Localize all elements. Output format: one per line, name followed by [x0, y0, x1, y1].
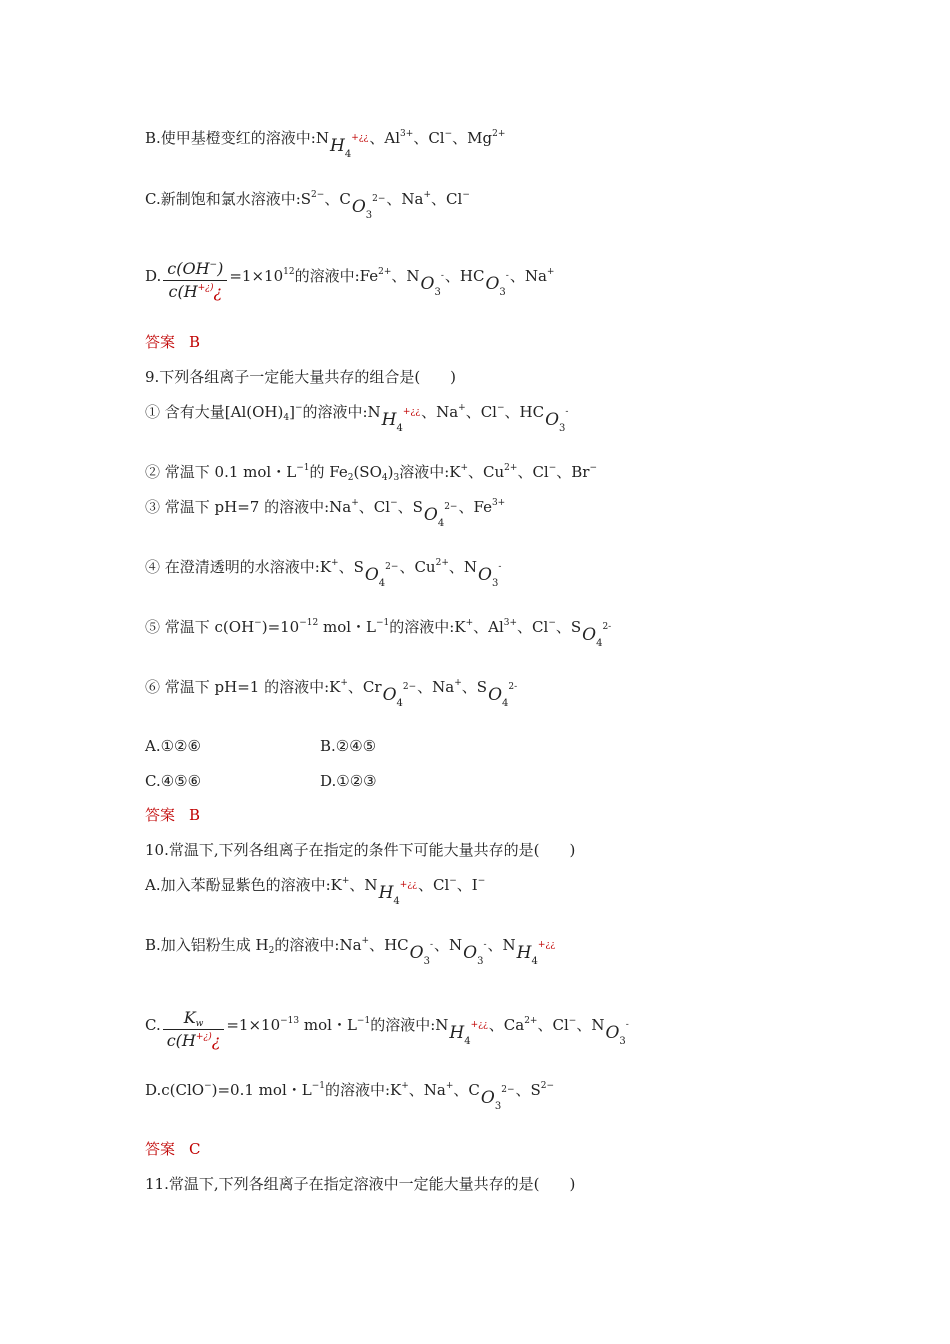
- q9-answer: 答案 B: [145, 806, 201, 824]
- ion-formula: $O_3^-$: [605, 1020, 629, 1047]
- q9-item-5: ⑤ 常温下 $c(OH^-)=10^{-12}$ mol・$L^{-1}$的溶液中:K+、$Al^{3+}$、Cl−、$SO_4^{2-}$: [145, 618, 612, 649]
- q8-answer: 答案 B: [145, 333, 201, 351]
- q9-item-4: ④ 在澄清透明的水溶液中:K+、$SO_4^{2-}$、$Cu^{2+}$、$NO_3^-$: [145, 558, 502, 589]
- fraction: $\frac{c(OH^-)}{c(H^{+¿)}¿}$: [163, 258, 227, 303]
- ion-formula: $O_3^{2-}$: [351, 194, 386, 221]
- ion-formula: $H_4^{+¿¿}$: [329, 133, 369, 160]
- q9-item-1: ① 含有大量$[Al(OH)_4]^-$的溶液中$:NH_4^{+¿¿}$、Na+、Cl−、$HCO_3^-$: [145, 403, 569, 434]
- q10-option-a: A.加入苯酚显紫色的溶液中:K+、$NH_4^{+¿¿}$、Cl−、I−: [145, 876, 486, 907]
- q9-option-b: B.②④⑤: [320, 737, 377, 755]
- q9-option-c: C.④⑤⑥: [145, 772, 202, 790]
- ion-formula: $O_3^-$: [478, 562, 502, 589]
- ion-formula: $H_4^{+¿¿}$: [378, 880, 417, 907]
- ion-formula: $O_3^-$: [409, 940, 433, 967]
- ion-formula: $O_3^-$: [545, 407, 569, 434]
- q8-option-d: D. $\frac{c(OH^-)}{c(H^{+¿)}¿}$ $=1\times 10^{12}$的溶液中$:Fe^{2+}$、$NO_3^-$、$HCO_3^-$、Na+: [145, 259, 555, 301]
- q10-stem: 10.常温下,下列各组离子在指定的条件下可能大量共存的是( ): [145, 841, 576, 859]
- q11-stem: 11.常温下,下列各组离子在指定溶液中一定能大量共存的是( ): [145, 1175, 576, 1193]
- ion-formula: $O_3^-$: [420, 271, 444, 298]
- q8-b-text: B.使甲基橙变红的溶液中:N: [145, 129, 329, 147]
- ion-formula: $O_4^{2-}$: [382, 682, 417, 709]
- ion-formula: $O_3^{2-}$: [480, 1085, 515, 1112]
- q9-stem: 9.下列各组离子一定能大量共存的组合是( ): [145, 368, 457, 386]
- ion-formula: $O_4^{2-}$: [488, 682, 518, 709]
- ion-formula: $H_4^{+¿¿}$: [449, 1020, 488, 1047]
- q9-option-a: A.①②⑥: [145, 737, 201, 755]
- ion-formula: $H_4^{+¿¿}$: [381, 407, 421, 434]
- q9-item-2: ② 常温下 0.1 mol・$L^{-1}$的 $Fe_2(SO_4)_3$溶液中:K+、$Cu^{2+}$、Cl−、Br−: [145, 463, 598, 483]
- q8-option-b: B.使甲基橙变红的溶液中$:NH_4^{+¿¿}$、$Al^{3+}$、Cl−、$Mg^{2+}$: [145, 129, 506, 160]
- q10-option-c: C. $\frac{K_w}{c(H^{+¿)}¿}$ $=1\times 10^{-13}$ mol・$L^{-1}$的溶液中$:NH_4^{+¿¿}$、$Ca^{2+}$、Cl−、$NO_3^-$: [145, 1008, 629, 1050]
- ion-formula: $H_4^{+¿¿}$: [516, 940, 556, 967]
- q10-answer: 答案 C: [145, 1140, 201, 1158]
- q9-option-d: D.①②③: [320, 772, 377, 790]
- q9-item-3: ③ 常温下 pH=7 的溶液中:Na+、Cl−、$SO_4^{2-}$、$Fe^{3+}$: [145, 498, 506, 529]
- q9-item-6: ⑥ 常温下 pH=1 的溶液中:K+、CrO$_4^{2-}$、Na+、$SO_4^{2-}$: [145, 678, 518, 709]
- ion-formula: $O_4^{2-}$: [582, 622, 612, 649]
- q10-option-b: B.加入铝粉生成 $H_2$的溶液中:Na+、$HCO_3^-$、$NO_3^-$、$NH_4^{+¿¿}$: [145, 936, 556, 967]
- fraction: $\frac{K_w}{c(H^{+¿)}¿}$: [163, 1007, 225, 1052]
- ion-formula: $O_3^-$: [463, 940, 487, 967]
- q10-option-d: D.c(ClO−)=0.1 mol・$L^{-1}$的溶液中:K+、Na+、$CO_3^{2-}$、$S^{2-}$: [145, 1081, 555, 1112]
- q8-option-c: C.新制饱和氯水溶液中$:S^{2-}$、$CO_3^{2-}$、Na+、Cl−: [145, 190, 470, 221]
- ion-formula: $O_4^{2-}$: [423, 502, 458, 529]
- ion-formula: $O_3^-$: [485, 271, 509, 298]
- ion-formula: $O_4^{2-}$: [364, 562, 399, 589]
